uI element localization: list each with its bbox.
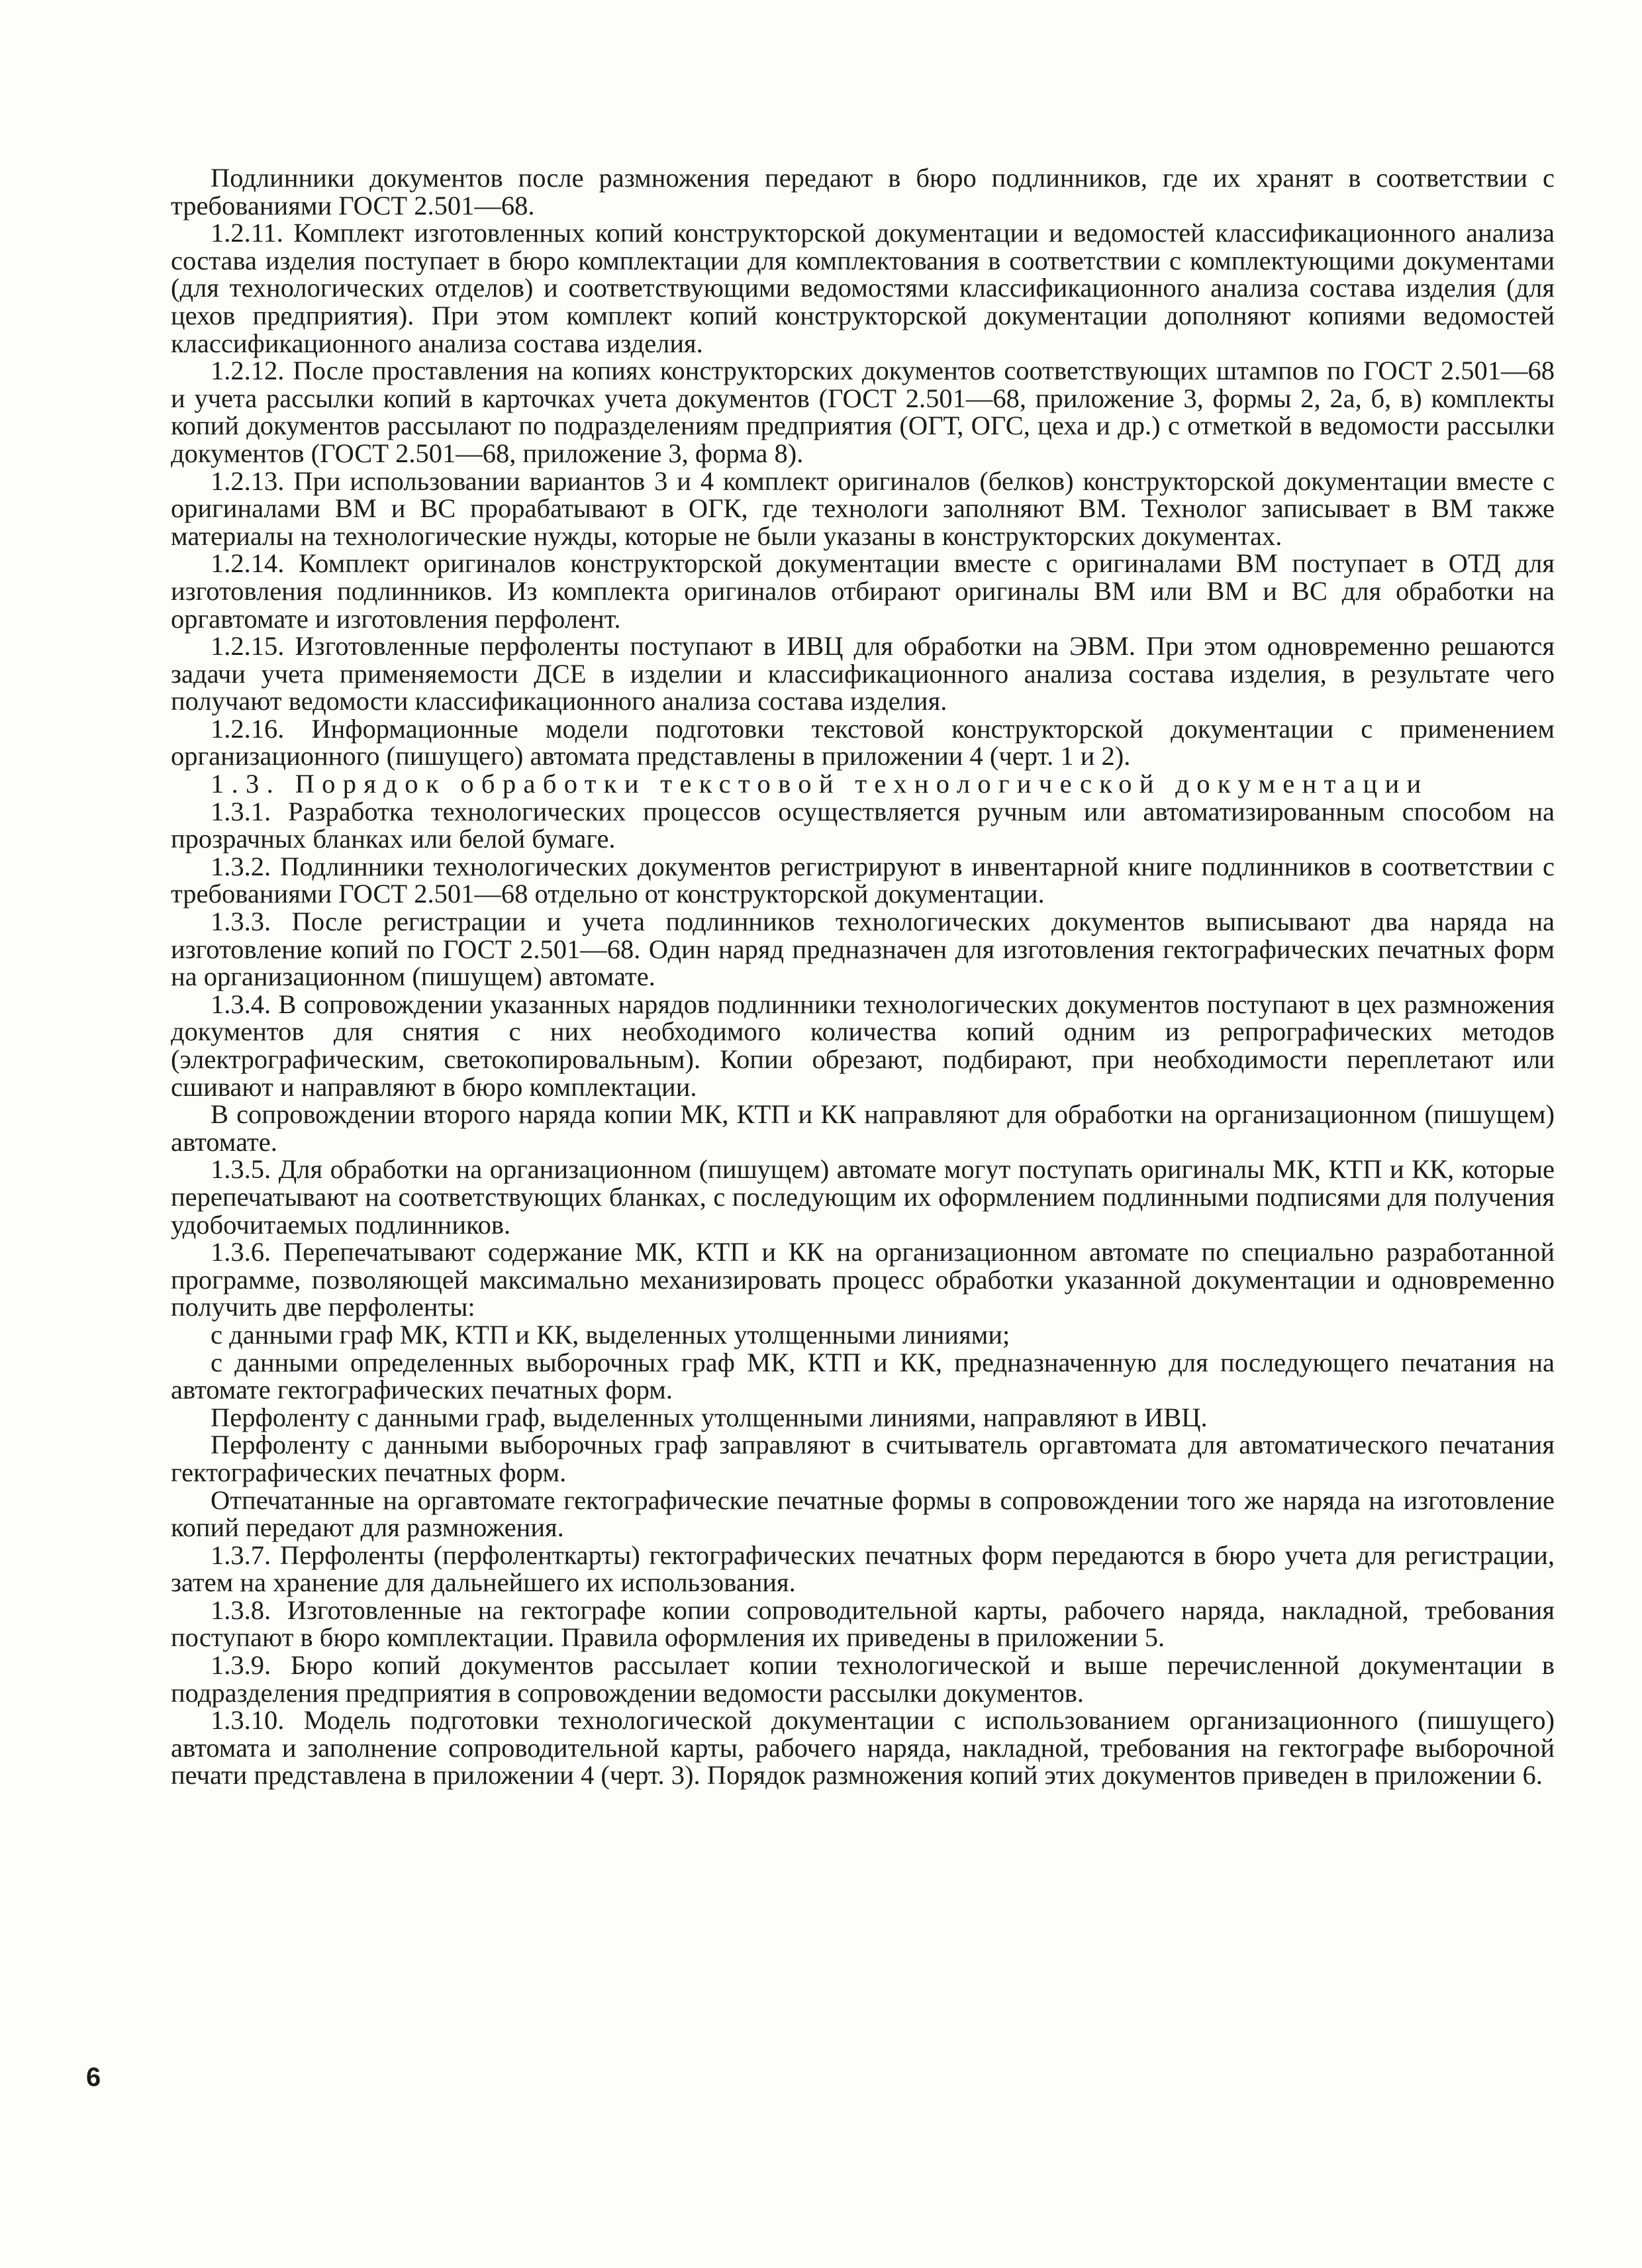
paragraph-1-3-4: 1.3.4. В сопровождении указанных нарядов подлинники технологических документов поступают в цех размножения документов для снятия с них необходимого количества копий одним из репрографических методов (электрографическим, светокопировальным). Копии обрезают, подбирают, при необходимости переплетают или сшивают и направляют в бюро комплектации. [171,989,1555,1102]
paragraph-tape-to-ivc: Перфоленту с данными граф, выделенных утолщенными линиями, направляют в ИВЦ. [211,1402,1208,1432]
document-body [171,164,1555,1789]
paragraph-1-2-16: 1.2.16. Информационные модели подготовки текстовой конструкторской документации с применением организационного (пишущего) автомата представлены в приложении 4 (черт. 1 и 2). [171,713,1555,771]
paragraph-second-order: В сопровождении второго наряда копии МК, КТП и КК направляют для обработки на организационном (пишущем) автомате. [171,1099,1555,1157]
paragraph-1-3-3: 1.3.3. После регистрации и учета подлинников технологических документов выписывают два наряда на изготовление копий по ГОСТ 2.501—68. Один наряд предназначен для изготовления гектографических печатных форм на организационном (пишущем) автомате. [171,907,1555,992]
paragraph-tape-to-reader: Перфоленту с данными выборочных граф заправляют в считыватель оргавтомата для автоматического печатания гектографических печатных форм. [171,1430,1555,1487]
paragraph-1-2-13: 1.2.13. При использовании вариантов 3 и 4 комплект оригиналов (белков) конструкторской документации вместе с оригиналами ВМ и ВС прорабатывают в ОГК, где технологи заполняют ВМ. Технолог записывает в ВМ также материалы на технологические нужды, которые не были указаны в конструкторских документах. [171,466,1555,551]
paragraph-1-3-7: 1.3.7. Перфоленты (перфоленткарты) гектографических печатных форм передаются в бюро учета для регистрации, затем на хранение для дальнейшего их использования. [171,1540,1555,1598]
paragraph-1-2-11: 1.2.11. Комплект изготовленных копий конструкторской документации и ведомостей классификационного анализа состава изделия поступает в бюро комплектации для комплектования в соответствии с комплектующими документами (для технологических отделов) и соответствующими ведомостями классификационного анализа состава изделия (для цехов предприятия). При этом комплект копий конструкторской документации дополняют копиями ведомостей классификационного анализа состава изделия. [171,218,1555,358]
paragraph-1-3-1: 1.3.1. Разработка технологических процессов осуществляется ручным или автоматизированным способом на прозрачных бланках или белой бумаге. [171,796,1555,854]
page-number: 6 [86,2063,101,2092]
paragraph-1-2-14: 1.2.14. Комплект оригиналов конструкторской документации вместе с оригиналами ВМ поступает в ОТД для изготовления подлинников. Из комплекта оригиналов отбирают оригиналы ВМ или ВМ и ВС для обработки на оргавтомате и изготовления перфолент. [171,548,1555,634]
paragraph-1-3-6: 1.3.6. Перепечатывают содержание МК, КТП и КК на организационном автомате по специально разработанной программе, позволяющей максимально механизировать процесс обработки указанной документации и одновременно получить две перфоленты: [171,1237,1555,1322]
paragraph-printed-forms: Отпечатанные на оргавтомате гектографические печатные формы в сопровождении того же наряда на изготовление копий передают для размножения. [171,1485,1555,1543]
paragraph-1-3-8: 1.3.8. Изготовленные на гектографе копии сопроводительной карты, рабочего наряда, накладной, требования поступают в бюро комплектации. Правила оформления их приведены в приложении 5. [171,1595,1555,1653]
list-item-bold-columns: с данными граф МК, КТП и КК, выделенных утолщенными линиями; [211,1319,1010,1350]
paragraph-1-2-15: 1.2.15. Изготовленные перфоленты поступают в ИВЦ для обработки на ЭВМ. При этом одновременно решаются задачи учета применяемости ДСЕ в изделии и классификационного анализа состава изделия, в результате чего получают ведомости классификационного анализа состава изделия. [171,631,1555,716]
paragraph-1-3-5: 1.3.5. Для обработки на организационном (пишущем) автомате могут поступать оригиналы МК, КТП и КК, которые перепечатывают на соответствующих бланках, с последующим их оформлением подлинными подписями для получения удобочитаемых подлинников. [171,1154,1555,1240]
paragraph-originals-storage: Подлинники документов после размножения передают в бюро подлинников, где их хранят в соответствии с требованиями ГОСТ 2.501—68. [171,163,1555,221]
paragraph-1-3-10: 1.3.10. Модель подготовки технологической документации с использованием организационного (пишущего) автомата и заполнение сопроводительной карты, рабочего наряда, накладной, требования на гектографе выборочной печати представлена в приложении 4 (черт. 3). Порядок размножения копий этих документов приведен в приложении 6. [171,1705,1555,1791]
paragraph-1-3-9: 1.3.9. Бюро копий документов рассылает копии технологической и выше перечисленной документации в подразделения предприятия в сопровождении ведомости рассылки документов. [171,1650,1555,1708]
list-item-selected-columns: с данными определенных выборочных граф МК, КТП и КК, предназначенную для последующего печатания на автомате гектографических печатных форм. [171,1347,1555,1405]
paragraph-1-3-2: 1.3.2. Подлинники технологических документов регистрируют в инвентарной книге подлинников в соответствии с требованиями ГОСТ 2.501—68 отдельно от конструкторской документации. [171,851,1555,909]
section-heading-1-3: 1.3. Порядок обработки текстовой технологической документации [211,769,1429,799]
paragraph-1-2-12: 1.2.12. После проставления на копиях конструкторских документов соответствующих штампов по ГОСТ 2.501—68 и учета рассылки копий в карточках учета документов (ГОСТ 2.501—68, приложение 3, формы 2, 2а, б, в) комплекты копий документов рассылают по подразделениям предприятия (ОГТ, ОГС, цеха и др.) с отметкой в ведомости рассылки документов (ГОСТ 2.501—68, приложение 3, форма 8). [171,356,1555,468]
